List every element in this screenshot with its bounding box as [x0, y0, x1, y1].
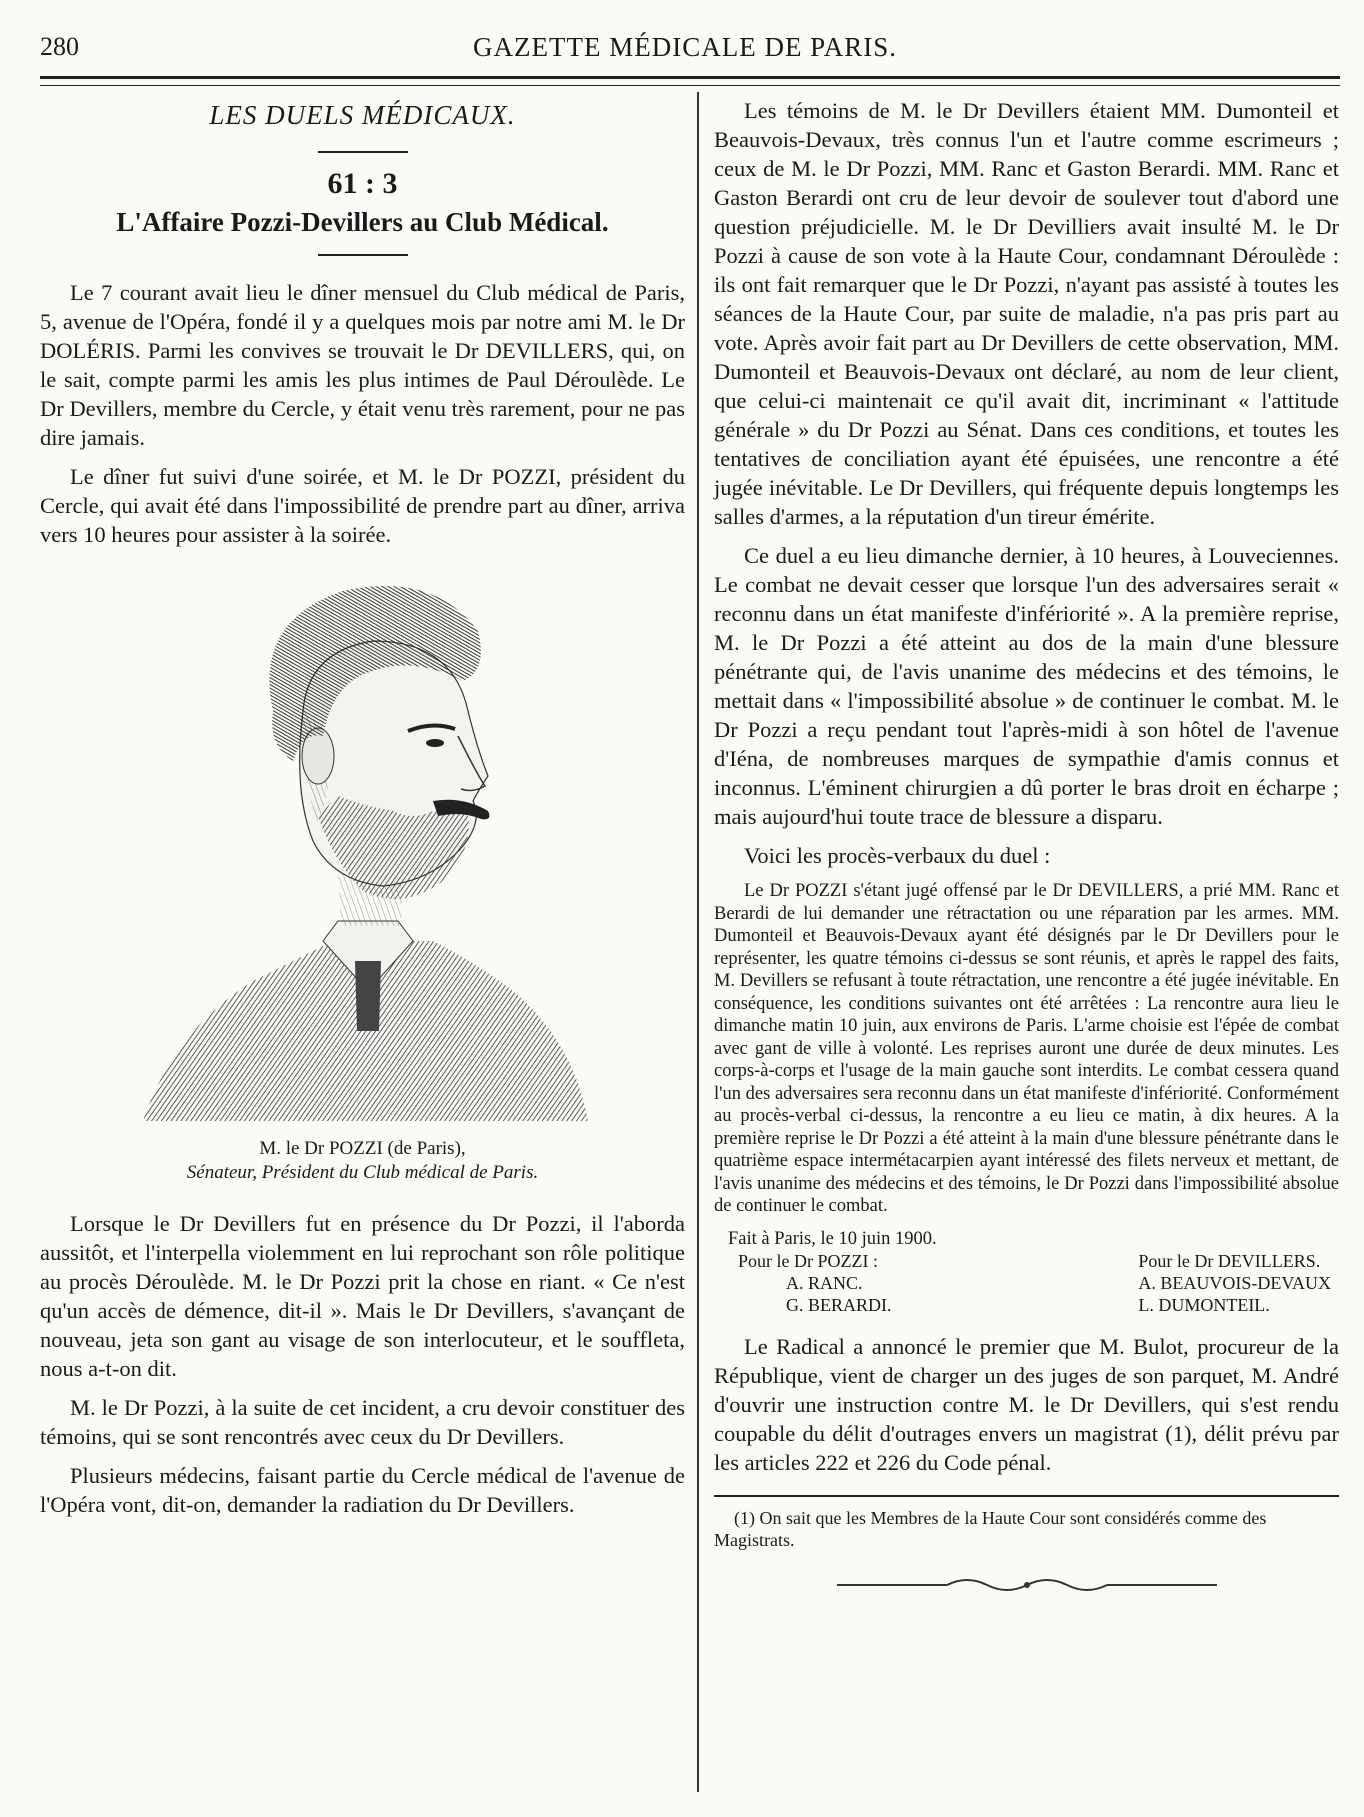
header-rule	[40, 76, 1340, 86]
signatures-pozzi	[718, 1250, 892, 1316]
paragraph: Ce duel a eu lieu dimanche dernier, à 10 heures, à Louveciennes. Le combat ne devait cesser que lorsque l'un des adversaires serait « reconnu dans un état manifeste d'infériorité ». A la première reprise, M. le Dr Pozzi a été atteint au dos de la main d'une blessure pénétrante qui, de l'avis unanime des médecins et des témoins, le mettait dans « l'impossibilité absolue » de continuer le combat. M. le Dr Pozzi a reçu pendant tout l'après-midi à son hôtel de l'avenue d'Iéna, de nombreuses marques de sympathie d'amis connus et inconnus. L'éminent chirurgien a dû porter le bras droit en écharpe ; mais aujourd'hui toute trace de blessure a disparu.	[714, 543, 1339, 829]
signatures	[718, 1250, 1335, 1316]
caption-title: Sénateur, Président du Club médical de Paris.	[186, 1162, 539, 1183]
paragraph: Le dîner fut suivi d'une soirée, et M. le Dr POZZI, président du Cercle, qui avait été dans l'impossibilité de prendre part au dîner, arriva vers 10 heures pour assister à la soirée.	[40, 464, 685, 547]
paragraph: Le 7 courant avait lieu le dîner mensuel du Club médical de Paris, 5, avenue de l'Opéra, fondé il y a quelques mois par notre ami M. le Dr DOLÉRIS. Parmi les convives se trouvait le Dr DEVILLERS, qui, on le sait, compte parmi les amis les plus intimes de Paul Déroulède. Le Dr Devillers, membre du Cercle, y était venu très rarement, pour ne pas dire jamais.	[40, 280, 685, 450]
portrait-engraving	[133, 561, 593, 1131]
column-divider	[697, 92, 699, 1792]
signatures-devillers	[1138, 1250, 1335, 1316]
signature-date: Fait à Paris, le 10 juin 1900.	[728, 1228, 937, 1249]
journal-title: GAZETTE MÉDICALE DE PARIS.	[473, 32, 897, 62]
paragraph: Lorsque le Dr Devillers fut en présence du Dr Pozzi, il l'aborda aussitôt, et l'interpella violemment en lui reprochant son rôle politique au procès Déroulède. M. le Dr Pozzi prit la chose en riant. « Ce n'est qu'un accès de démence, dit-il ». Mais le Dr Devillers, s'avançant de nouveau, jeta son gant au visage de son interlocuteur, et le souffleta, nous a-t-on dit.	[40, 1211, 685, 1381]
paragraph: Voici les procès-verbaux du duel :	[744, 843, 1051, 868]
paragraph: Le Radical a annoncé le premier que M. Bulot, procureur de la République, vient de charger un des juges de son parquet, M. André d'ouvrir une instruction contre M. le Dr Devillers, qui s'est rendu coupable du délit d'outrages envers un magistrat (1), délit prévu par les articles 222 et 226 du Code pénal.	[714, 1334, 1339, 1475]
score-heading: 61 : 3	[327, 167, 398, 200]
portrait-caption	[40, 1137, 685, 1185]
proces-verbal: Le Dr POZZI s'étant jugé offensé par le Dr DEVILLERS, a prié MM. Ranc et Berardi de lui demander une rétractation ou une réparation par les armes. MM. Dumonteil et Beauvois-Devaux ayant été désignés par le Dr Devillers pour le représenter, les quatre témoins ci-dessus se sont réunis, et après le rappel des faits, M. Devillers se refusant à toute rétractation, une rencontre a été jugée inévitable. En conséquence, les conditions suivantes ont été arrêtées : La rencontre aura lieu le dimanche matin 10 juin, aux environs de Paris. L'arme choisie est l'épée de combat avec gant de ville à volonté. Les reprises auront une durée de deux minutes. Les corps-à-corps et l'usage de la main gauche sont interdits. Le combat cessera quand l'un des adversaires sera reconnu dans un état manifeste d'infériorité. Conformément au procès-verbal ci-dessus, la rencontre a eu lieu ce matin, à dix heures. A la première reprise le Dr Pozzi a été atteint à la main d'une blessure pénétrante dans le quatrième espace intermétacarpien ayant intéressé des filets nerveux et mettant, de l'avis unanime des médecins et des témoins, le Dr Pozzi dans l'impossibilité absolue de continuer le combat.	[714, 881, 1339, 1216]
signature-heading: Pour le Dr DEVILLERS.	[1138, 1251, 1321, 1271]
section-title: LES DUELS MÉDICAUX.	[209, 100, 516, 130]
signature-name: A. RANC.	[786, 1273, 863, 1293]
caption-name: M. le Dr POZZI (de Paris),	[259, 1138, 466, 1159]
paragraph: Les témoins de M. le Dr Devillers étaient MM. Dumonteil et Beauvois-Devaux, très connus l'un et l'autre comme escrimeurs ; ceux de M. le Dr Pozzi, MM. Ranc et Gaston Berardi. MM. Ranc et Gaston Berardi ont cru de leur devoir de soulever tout d'abord une question préjudicielle. M. le Dr Devilliers avait insulté M. le Dr Pozzi à cause de son vote à la Haute Cour, condamnant Déroulède : ils ont fait remarquer que le Dr Pozzi, n'ayant pas assisté à toutes les séances de la Haute Cour, par suite de maladie, n'a pas pris part au vote. Après avoir fait part au Dr Devillers de cette observation, MM. Dumonteil et Beauvois-Devaux ont déclaré, au nom de leur client, que celui-ci maintenait ce qu'il avait dit, incriminant « l'attitude générale » du Dr Pozzi au Sénat. Dans ces conditions, et toutes les tentatives de conciliation ayant été épuisées, une rencontre a été jugée inévitable. Le Dr Devillers, qui fréquente depuis longtemps les salles d'armes, a la réputation d'un tireur émérite.	[714, 98, 1339, 529]
signature-name: A. BEAUVOIS-DEVAUX	[1138, 1273, 1331, 1293]
page-header	[40, 28, 1330, 68]
footnote: (1) On sait que les Membres de la Haute Cour sont considérés comme des Magistrats.	[714, 1508, 1267, 1550]
article-headline: L'Affaire Pozzi-Devillers au Club Médical.	[116, 207, 609, 237]
page-number: 280	[40, 32, 79, 61]
signature-name: L. DUMONTEIL.	[1138, 1295, 1270, 1315]
title-rule	[318, 151, 408, 153]
signature-heading: Pour le Dr POZZI :	[738, 1251, 878, 1271]
left-column	[40, 96, 685, 1529]
paragraph: Plusieurs médecins, faisant partie du Cercle médical de l'avenue de l'Opéra vont, dit-on, demander la radiation du Dr Devillers.	[40, 1463, 685, 1517]
footnote-rule	[714, 1495, 1339, 1497]
right-column	[714, 96, 1339, 1597]
signature-name: G. BERARDI.	[786, 1295, 892, 1315]
paragraph: M. le Dr Pozzi, à la suite de cet incident, a cru devoir constituer des témoins, qui se sont rencontrés avec ceux du Dr Devillers.	[40, 1395, 685, 1449]
headline-rule	[318, 254, 408, 256]
ornament-tailpiece	[837, 1573, 1217, 1597]
